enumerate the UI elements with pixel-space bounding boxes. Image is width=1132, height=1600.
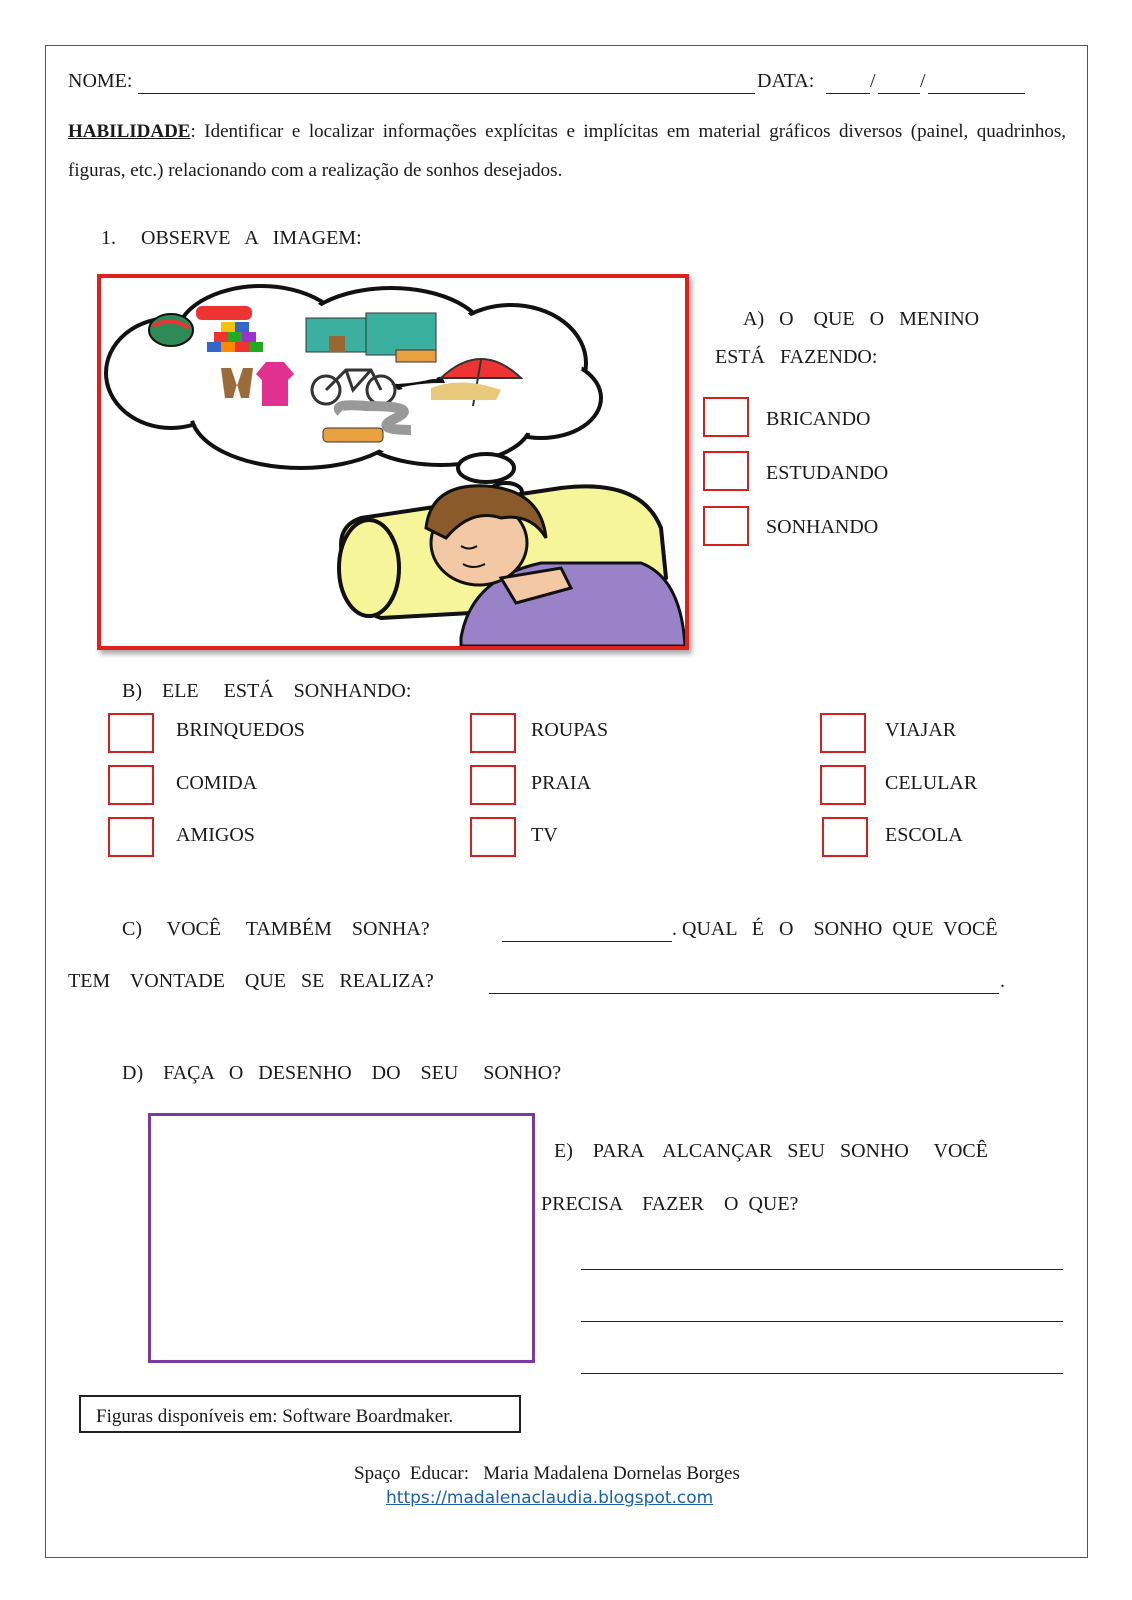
question-1-number: 1.: [101, 227, 116, 249]
checkbox-praia[interactable]: [470, 765, 516, 805]
question-c-end: .: [1000, 970, 1005, 992]
option-label: BRICANDO: [766, 408, 871, 430]
name-input-line[interactable]: [138, 93, 755, 94]
question-d-title: D) FAÇA O DESENHO DO SEU SONHO?: [122, 1062, 562, 1084]
date-year-line[interactable]: [928, 93, 1025, 94]
drawing-area[interactable]: [148, 1113, 535, 1363]
option-label: ROUPAS: [531, 719, 609, 741]
date-separator: /: [920, 70, 926, 92]
checkbox-tv[interactable]: [470, 817, 516, 857]
date-day-line[interactable]: [826, 93, 870, 94]
checkbox-roupas[interactable]: [470, 713, 516, 753]
option-label: COMIDA: [176, 772, 258, 794]
checkbox-sonhando[interactable]: [703, 506, 749, 546]
option-label: ESCOLA: [885, 824, 963, 846]
blog-link[interactable]: https://madalenaclaudia.blogspot.com: [386, 1488, 714, 1508]
option-label: TV: [531, 824, 558, 846]
question-e-line1: E) PARA ALCANÇAR SEU SONHO VOCÊ: [554, 1140, 988, 1162]
question-c-part3: TEM VONTADE QUE SE REALIZA?: [68, 970, 434, 992]
option-label: BRINQUEDOS: [176, 719, 305, 741]
option-label: ESTUDANDO: [766, 462, 889, 484]
answer-line-e3[interactable]: [581, 1373, 1063, 1374]
habilidade-paragraph: [68, 112, 1066, 190]
checkbox-comida[interactable]: [108, 765, 154, 805]
habilidade-text: : Identificar e localizar informações explícitas e implícitas em material gráficos diversos (painel, quadrinhos, figuras, etc.) relacionando com a realização de sonhos desejados.: [68, 121, 1066, 181]
date-month-line[interactable]: [878, 93, 920, 94]
answer-line-sonha[interactable]: [502, 941, 672, 942]
checkbox-brinquedos[interactable]: [108, 713, 154, 753]
answer-line-e2[interactable]: [581, 1321, 1063, 1322]
option-label: SONHANDO: [766, 516, 879, 538]
question-e-line2: PRECISA FAZER O QUE?: [541, 1193, 799, 1215]
dreaming-boy-image: [101, 278, 685, 646]
date-label: DATA:: [757, 70, 815, 92]
checkbox-bricando[interactable]: [703, 397, 749, 437]
option-label: VIAJAR: [885, 719, 957, 741]
habilidade-label: HABILIDADE: [68, 121, 191, 142]
source-note: Figuras disponíveis em: Software Boardmaker.: [79, 1395, 521, 1433]
question-a-line2: ESTÁ FAZENDO:: [715, 346, 878, 368]
checkbox-estudando[interactable]: [703, 451, 749, 491]
question-a-line1: A) O QUE O MENINO: [743, 308, 980, 330]
dream-illustration: [97, 274, 689, 650]
option-label: CELULAR: [885, 772, 978, 794]
question-c-part2: . QUAL É O SONHO QUE VOCÊ: [672, 918, 998, 940]
checkbox-escola[interactable]: [822, 817, 868, 857]
author-credit: Spaço Educar: Maria Madalena Dornelas Borges: [354, 1463, 740, 1484]
answer-line-sonho[interactable]: [489, 993, 999, 994]
question-c-part1: C) VOCÊ TAMBÉM SONHA?: [122, 918, 430, 940]
option-label: AMIGOS: [176, 824, 255, 846]
date-separator: /: [870, 70, 876, 92]
name-label: NOME:: [68, 70, 133, 92]
question-1-title: OBSERVE A IMAGEM:: [141, 227, 362, 249]
checkbox-amigos[interactable]: [108, 817, 154, 857]
option-label: PRAIA: [531, 772, 592, 794]
checkbox-viajar[interactable]: [820, 713, 866, 753]
answer-line-e1[interactable]: [581, 1269, 1063, 1270]
checkbox-celular[interactable]: [820, 765, 866, 805]
question-b-title: B) ELE ESTÁ SONHANDO:: [122, 680, 412, 702]
